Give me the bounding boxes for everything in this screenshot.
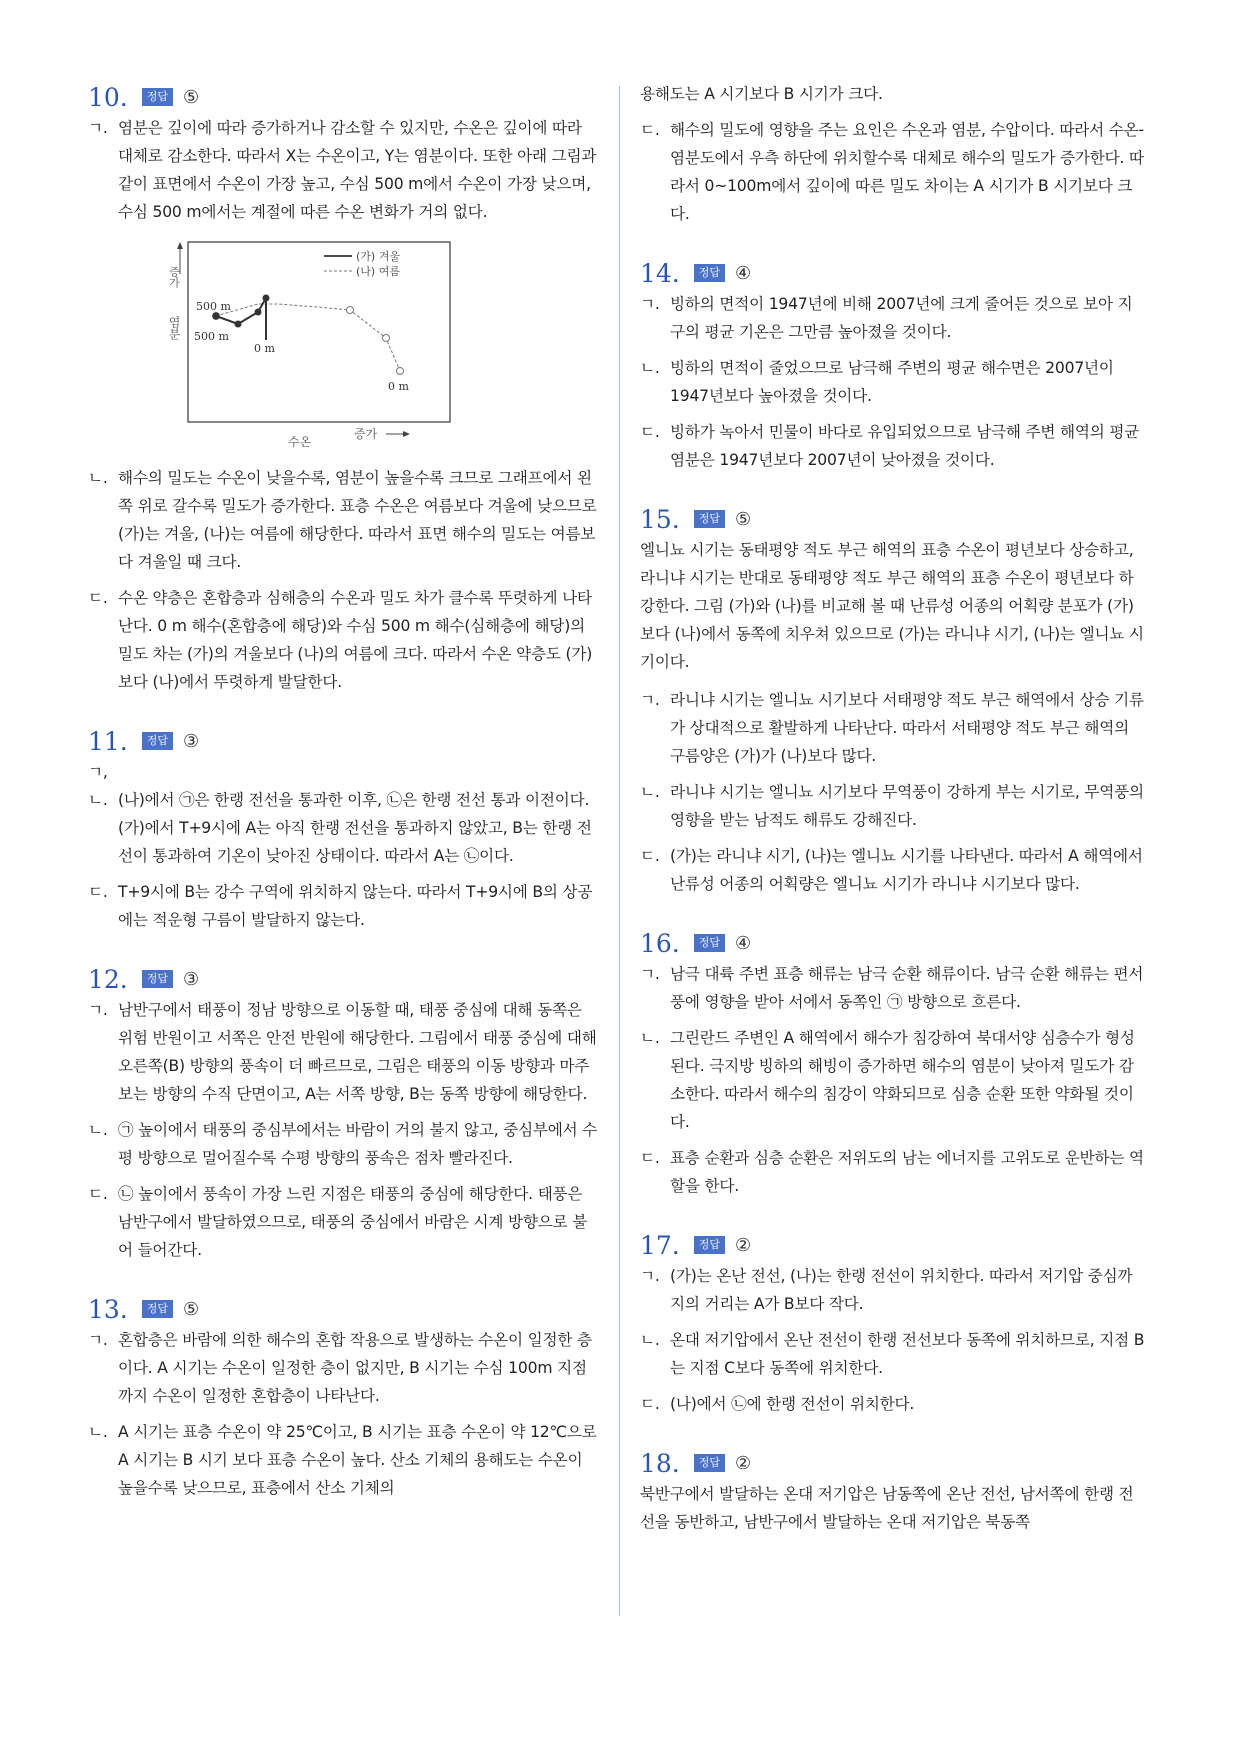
point-winter — [263, 295, 270, 302]
answer-value: ③ — [183, 968, 200, 990]
explanation-item: ㄴ. 라니냐 시기는 엘니뇨 시기보다 무역풍이 강하게 부는 시기로, 무역풍의 영향을 받는 남적도 해류도 강해진다. — [640, 783, 1144, 829]
explanation-item: ㄱ. 라니냐 시기는 엘니뇨 시기보다 서태평양 적도 부근 해역에서 상승 기류가 상대적으로 활발하게 나타난다. 따라서 서태평양 적도 부근 해역의 구름양은 (가)가 (나)보다 많다. — [640, 691, 1144, 765]
answer-badge: 정답 — [142, 970, 173, 988]
explanation-item: ㄷ. 해수의 밀도에 영향을 주는 요인은 수온과 염분, 수압이다. 따라서 수온-염분도에서 우측 하단에 위치할수록 대체로 해수의 밀도가 증가한다. 따라서 0~100m에서 깊이에 따른 밀도 차이는 A 시기가 B 시기보다 크다. — [640, 121, 1144, 223]
question-number: 15. — [640, 504, 680, 534]
question-number: 11. — [88, 726, 128, 756]
explanation-item: ㄱ, ㄴ. (나)에서 ㉠은 한랭 전선을 통과한 이후, ㉡은 한랭 전선 통과 이전이다. (가)에서 T+9시에 A는 아직 한랭 전선을 통과하지 않았고, B는 한랭 전선이 통과하여 기온이 낮아진 상태이다. 따라서 A는 ㉡이다. — [88, 763, 592, 865]
answer-value: ⑤ — [735, 508, 752, 530]
question-number: 18. — [640, 1448, 680, 1478]
question-number: 10. — [88, 82, 128, 112]
explanation-item: ㄱ. 빙하의 면적이 1947년에 비해 2007년에 크게 줄어든 것으로 보아 지구의 평균 기온은 그만큼 높아졌을 것이다. — [640, 295, 1133, 341]
legend-summer: (나) 여름 — [356, 265, 400, 278]
explanation-item: ㄷ. (가)는 라니냐 시기, (나)는 엘니뇨 시기를 나타낸다. 따라서 A 해역에서 난류성 어종의 어획량은 엘니뇨 시기가 라니냐 시기보다 많다. — [640, 847, 1143, 893]
answer-value: ④ — [735, 262, 752, 284]
explanation-continuation: 용해도는 A 시기보다 B 시기가 크다. — [640, 85, 883, 103]
y-increase-label: 증가 — [167, 266, 181, 288]
explanation-item: ㄴ. 온대 저기압에서 온난 전선이 한랭 전선보다 동쪽에 위치하므로, 지점 B는 지점 C보다 동쪽에 위치한다. — [640, 1331, 1145, 1377]
explanation-item: ㄷ. T+9시에 B는 강수 구역에 위치하지 않는다. 따라서 T+9시에 B의 상공에는 적운형 구름이 발달하지 않는다. — [88, 883, 593, 929]
explanation-item: ㄱ. (가)는 온난 전선, (나)는 한랭 전선이 위치한다. 따라서 저기압 중심까지의 거리는 A가 B보다 작다. — [640, 1267, 1133, 1313]
label-0m-summer: 0 m — [388, 380, 409, 393]
explanation-item: ㄴ. A 시기는 표층 수온이 약 25℃이고, B 시기는 표층 수온이 약 12℃으로 A 시기는 B 시기 보다 표층 수온이 높다. 산소 기체의 용해도는 수온이 높을수록 낮으므로, 표층에서 산소 기체의 — [88, 1423, 597, 1497]
answer-badge: 정답 — [694, 264, 725, 282]
question-number: 16. — [640, 928, 680, 958]
question-header-16 — [640, 926, 1145, 960]
answer-badge: 정답 — [694, 1454, 725, 1472]
question-number: 12. — [88, 964, 128, 994]
left-column — [88, 80, 598, 1510]
explanation-item: ㄴ. 빙하의 면적이 줄었으므로 남극해 주변의 평균 해수면은 2007년이 1947년보다 높아졌을 것이다. — [640, 359, 1114, 405]
x-axis-label: 수온 — [288, 435, 312, 449]
temperature-salinity-diagram — [138, 236, 538, 454]
answer-value: ④ — [735, 932, 752, 954]
question-header-12 — [88, 962, 598, 996]
label-500m-summer: 500 m — [194, 330, 229, 343]
explanation-item: ㄷ. ㉡ 높이에서 풍속이 가장 느린 지점은 태풍의 중심에 해당한다. 태풍은 남반구에서 발달하였으므로, 태풍의 중심에서 바람은 시계 방향으로 불어 들어간다. — [88, 1185, 588, 1259]
point-summer — [383, 335, 390, 342]
explanation-item: ㄱ. 남극 대륙 주변 표층 해류는 남극 순환 해류이다. 남극 순환 해류는 편서풍에 영향을 받아 서에서 동쪽인 ㉠ 방향으로 흐른다. — [640, 965, 1144, 1011]
label-0m-winter: 0 m — [254, 342, 275, 355]
point-winter — [255, 309, 262, 316]
question-header-13 — [88, 1292, 598, 1326]
explanation-item: ㄷ. 수온 약층은 혼합층과 심해층의 수온과 밀도 차가 클수록 뚜렷하게 나타난다. 0 m 해수(혼합층에 해당)와 수심 500 m 해수(심해층에 해당)의 밀도 차는 (가)의 겨울보다 (나)의 여름에 크다. 따라서 수온 약층도 (가)보다 (나)에서 뚜렷하게 발달한다. — [88, 589, 593, 691]
explanation-item: ㄴ. 해수의 밀도는 수온이 낮을수록, 염분이 높을수록 크므로 그래프에서 왼쪽 위로 갈수록 밀도가 증가한다. 표층 수온은 여름보다 겨울에 낮으므로 (가)는 겨울, (나)는 여름에 해당한다. 따라서 표면 해수의 밀도는 여름보다 겨울일 때 크다. — [88, 469, 597, 571]
point-summer — [347, 307, 354, 314]
x-arrow-head — [403, 431, 410, 437]
answer-value: ② — [735, 1452, 752, 1474]
answer-badge: 정답 — [694, 510, 725, 528]
question-header-11 — [88, 724, 598, 758]
right-column — [640, 80, 1145, 1546]
explanation-item: ㄷ. 표층 순환과 심층 순환은 저위도의 남는 에너지를 고위도로 운반하는 역할을 한다. — [640, 1149, 1144, 1195]
question-header-18 — [640, 1446, 1145, 1480]
explanation-item: ㄷ. 빙하가 녹아서 민물이 바다로 유입되었으므로 남극해 주변 해역의 평균 염분은 1947년보다 2007년이 낮아졌을 것이다. — [640, 423, 1140, 469]
x-increase-label: 증가 — [354, 427, 378, 441]
explanation-item: ㄱ. 염분은 깊이에 따라 증가하거나 감소할 수 있지만, 수온은 깊이에 따라 대체로 감소한다. 따라서 X는 수온이고, Y는 염분이다. 또한 아래 그림과 같이 표면에서 수온이 가장 높고, 수심 500 m에서 수온이 가장 낮으며, 수심 500 m에서는 계절에 따른 수온 변화가 거의 없다. — [88, 119, 597, 221]
point-winter — [213, 313, 220, 320]
answer-badge: 정답 — [694, 1236, 725, 1254]
answer-value: ③ — [183, 730, 200, 752]
explanation-item: ㄴ. ㉠ 높이에서 태풍의 중심부에서는 바람이 거의 불지 않고, 중심부에서 수평 방향으로 멀어질수록 수평 방향의 풍속은 점차 빨라진다. — [88, 1121, 598, 1167]
answer-badge: 정답 — [142, 88, 173, 106]
explanation-item: ㄷ. (나)에서 ㉡에 한랭 전선이 위치한다. — [640, 1395, 915, 1413]
answer-value: ⑤ — [183, 1298, 200, 1320]
column-divider — [619, 86, 620, 1616]
answer-value: ② — [735, 1234, 752, 1256]
legend-winter: (가) 겨울 — [356, 250, 400, 263]
answer-badge: 정답 — [694, 934, 725, 952]
question-number: 13. — [88, 1294, 128, 1324]
explanation-item: ㄱ. 혼합층은 바람에 의한 해수의 혼합 작용으로 발생하는 수온이 일정한 층이다. A 시기는 수온이 일정한 층이 없지만, B 시기는 수심 100m 지점까지 수온이 일정한 혼합층이 나타난다. — [88, 1331, 592, 1405]
question-number: 17. — [640, 1230, 680, 1260]
question-header-15 — [640, 502, 1145, 536]
explanation-item: ㄴ. 그린란드 주변인 A 해역에서 해수가 침강하여 북대서양 심층수가 형성된다. 극지방 빙하의 해빙이 증가하면 해수의 염분이 낮아져 밀도가 감소한다. 따라서 해수의 침강이 약화되므로 심층 순환 또한 약화될 것이다. — [640, 1029, 1135, 1131]
question-header-14 — [640, 256, 1145, 290]
question-number: 14. — [640, 258, 680, 288]
explanation-intro: 엘니뇨 시기는 동태평양 적도 부근 해역의 표층 수온이 평년보다 상승하고, 라니냐 시기는 반대로 동태평양 적도 부근 해역의 표층 수온이 평년보다 하강한다. 그림 (가)와 (나)를 비교해 볼 때 난류성 어종의 어획량 분포가 (가)보다 (나)에서 동쪽에 치우쳐 있으므로 (가)는 라니냐 시기, (나)는 엘니뇨 시기이다. — [640, 541, 1144, 671]
y-arrow-head — [177, 242, 183, 249]
answer-value: ⑤ — [183, 86, 200, 108]
answer-badge: 정답 — [142, 732, 173, 750]
explanation-item: ㄱ. 남반구에서 태풍이 정남 방향으로 이동할 때, 태풍 중심에 대해 동쪽은 위험 반원이고 서쪽은 안전 반원에 해당한다. 그림에서 태풍 중심에 대해 오른쪽(B) 방향의 풍속이 더 빠르므로, 그림은 태풍의 이동 방향과 마주 보는 방향의 수직 단면이고, A는 서쪽 방향, B는 동쪽 방향에 해당한다. — [88, 1001, 597, 1103]
question-header-10 — [88, 80, 598, 114]
question-header-17 — [640, 1228, 1145, 1262]
point-summer — [397, 368, 404, 375]
label-500m-winter: 500 m — [196, 300, 231, 313]
explanation-intro: 북반구에서 발달하는 온대 저기압은 남동쪽에 온난 전선, 남서쪽에 한랭 전선을 동반하고, 남반구에서 발달하는 온대 저기압은 북동쪽 — [640, 1485, 1134, 1531]
y-axis-label: 염분 — [167, 316, 181, 340]
point-winter — [235, 321, 242, 328]
series-summer — [216, 304, 400, 371]
answer-badge: 정답 — [142, 1300, 173, 1318]
